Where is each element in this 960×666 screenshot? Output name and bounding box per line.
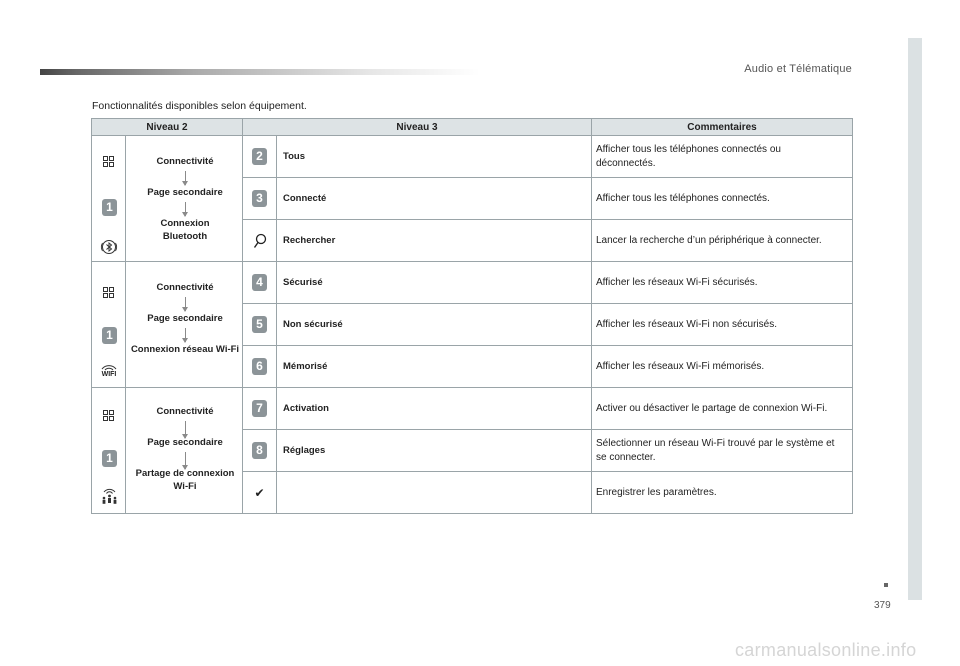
down-arrow-icon: [185, 297, 186, 311]
level1-badge: 1: [102, 199, 117, 216]
level3-item: Activation: [276, 387, 592, 430]
down-arrow-icon: [185, 202, 186, 216]
level1-cell: [91, 135, 126, 262]
comment-cell: Enregistrer les paramètres.: [591, 471, 853, 514]
level1-cell: [91, 261, 126, 388]
badge-cell: [242, 429, 277, 472]
grid-icon: [103, 156, 114, 167]
level2-step: Connectivité: [156, 282, 214, 293]
intro-text: Fonctionnalités disponibles selon équipement.: [92, 100, 307, 112]
comment-cell: Lancer la recherche d’un périphérique à connecter.: [591, 219, 853, 262]
step-badge: 8: [252, 442, 267, 459]
level2-step: Connectivité: [156, 406, 214, 417]
badge-cell: [242, 345, 277, 388]
grid-icon: [103, 410, 114, 421]
section-title: Audio et Télématique: [744, 63, 852, 75]
level3-item: Rechercher: [276, 219, 592, 262]
badge-cell: [242, 387, 277, 430]
side-tab: [908, 38, 922, 600]
level3-item: Mémorisé: [276, 345, 592, 388]
badge-cell: [242, 303, 277, 346]
header-rule: [40, 69, 480, 75]
step-badge: 4: [252, 274, 267, 291]
level1-badge: 1: [102, 450, 117, 467]
level3-item: [276, 471, 592, 514]
column-header-level3: Niveau 3: [242, 118, 592, 136]
search-icon: [253, 233, 267, 249]
level2-step: Connexion Bluetooth: [160, 218, 210, 242]
grid-icon: [103, 287, 114, 298]
step-badge: 6: [252, 358, 267, 375]
comment-cell: Afficher les réseaux Wi-Fi mémorisés.: [591, 345, 853, 388]
level3-item: Non sécurisé: [276, 303, 592, 346]
column-header-comments: Commentaires: [591, 118, 853, 136]
checkmark-icon: ✔: [242, 471, 277, 514]
level2-step: Partage de connexion Wi-Fi: [135, 468, 235, 492]
level2-step: Connectivité: [156, 156, 214, 167]
step-badge: 5: [252, 316, 267, 333]
wifi-icon: [98, 363, 120, 379]
comment-cell: Afficher tous les téléphones connectés ou déconnectés.: [591, 135, 853, 178]
comment-cell: Sélectionner un réseau Wi-Fi trouvé par le système et se connecter.: [591, 429, 853, 472]
comment-cell: Afficher les réseaux Wi-Fi sécurisés.: [591, 261, 853, 304]
step-badge: 2: [252, 148, 267, 165]
icon-cell: [242, 219, 277, 262]
comment-cell: Activer ou désactiver le partage de connexion Wi-Fi.: [591, 387, 853, 430]
level2-step: Page secondaire: [147, 437, 223, 448]
level2-step: Page secondaire: [147, 187, 223, 198]
level2-path-cell: [125, 387, 243, 514]
page-number: 379: [874, 600, 891, 611]
comment-cell: Afficher les réseaux Wi-Fi non sécurisés.: [591, 303, 853, 346]
hotspot-sharing-icon: [100, 487, 119, 505]
level1-cell: [91, 387, 126, 514]
watermark: carmanualsonline.info: [735, 640, 917, 660]
badge-cell: [242, 135, 277, 178]
level2-step: Connexion réseau Wi-Fi: [130, 344, 240, 355]
bluetooth-icon: [100, 238, 118, 256]
level3-item: Réglages: [276, 429, 592, 472]
features-table: [91, 118, 853, 514]
level2-step: Page secondaire: [147, 313, 223, 324]
down-arrow-icon: [185, 171, 186, 185]
level3-item: Tous: [276, 135, 592, 178]
badge-cell: [242, 177, 277, 220]
down-arrow-icon: [185, 328, 186, 342]
level2-path-cell: [125, 261, 243, 388]
level3-item: Connecté: [276, 177, 592, 220]
step-badge: 7: [252, 400, 267, 417]
level3-item: Sécurisé: [276, 261, 592, 304]
comment-cell: Afficher tous les téléphones connectés.: [591, 177, 853, 220]
level2-path-cell: [125, 135, 243, 262]
wifi-icon-label: WIFI: [101, 371, 117, 378]
badge-cell: [242, 261, 277, 304]
column-header-level2: Niveau 2: [91, 118, 243, 136]
step-badge: 3: [252, 190, 267, 207]
level1-badge: 1: [102, 327, 117, 344]
page-marker: [884, 583, 888, 587]
